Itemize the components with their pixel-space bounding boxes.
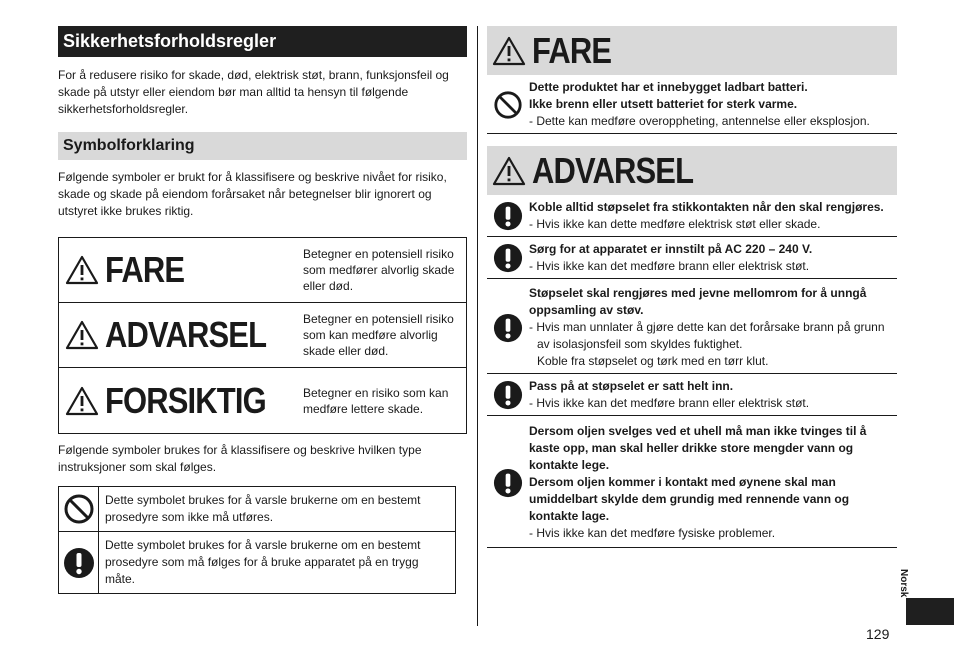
warning-triangle-icon bbox=[65, 255, 99, 285]
warning-statement: Støpselet skal rengjøres med jevne mellomrom for å unngå oppsamling av støv. bbox=[529, 286, 867, 317]
language-tab-marker bbox=[906, 598, 954, 625]
mandatory-icon bbox=[493, 380, 523, 410]
symbol-row bbox=[59, 532, 455, 593]
warning-statement: Sørg for at apparatet er innstilt på AC 220 – 240 V. bbox=[529, 242, 813, 256]
warning-triangle-icon bbox=[492, 156, 526, 186]
symbol-row bbox=[59, 487, 455, 532]
signal-row-advarsel bbox=[59, 303, 466, 368]
warning-note: - Hvis ikke kan dette medføre elektrisk støt eller skade. bbox=[529, 217, 821, 231]
subsection-intro: Følgende symboler er brukt for å klassifisere og beskrive nivået for risiko, skade og skade på eiendom forårsaket når betegnelser blir ignorert og utstyret ikke brukes riktig. bbox=[58, 170, 447, 218]
signal-description: Betegner en potensiell risiko som kan medføre alvorlig skade eller død. bbox=[303, 312, 454, 358]
advarsel-heading: ADVARSEL bbox=[532, 149, 694, 191]
warning-note: Koble fra støpselet og tørk med en tørr klut. bbox=[537, 354, 769, 368]
advarsel-heading-band bbox=[487, 146, 897, 195]
column-divider bbox=[477, 26, 478, 626]
page-number: 129 bbox=[866, 626, 890, 642]
warning-note: - Hvis man unnlater å gjøre dette kan det forårsake brann på grunn av isolasjonsfeil som skyldes fuktighet. bbox=[529, 320, 885, 351]
warning-item bbox=[487, 195, 897, 237]
symbols-intro: Følgende symboler brukes for å klassifisere og beskrive hvilken type instruksjoner som skal følges. bbox=[58, 443, 422, 474]
left-column bbox=[58, 26, 467, 594]
warning-triangle-icon bbox=[492, 36, 526, 66]
intro-paragraph: For å redusere risiko for skade, død, elektrisk støt, brann, funksjonsfeil og skade på utstyr eller eiendom bør man alltid ta hensyn til følgende sikkerhetsforholdsregler. bbox=[58, 68, 449, 116]
warning-triangle-icon bbox=[65, 320, 99, 350]
fare-statement: Ikke brenn eller utsett batteriet for sterk varme. bbox=[529, 97, 798, 111]
language-label: Norsk bbox=[898, 569, 909, 598]
mandatory-icon bbox=[493, 468, 523, 498]
symbol-description: Dette symbolet brukes for å varsle brukerne om en bestemt prosedyre som ikke må utføres. bbox=[105, 493, 421, 524]
prohibition-icon bbox=[493, 90, 523, 120]
signal-word-table bbox=[58, 237, 467, 434]
mandatory-icon bbox=[493, 243, 523, 273]
warning-item bbox=[487, 279, 897, 374]
symbol-table bbox=[58, 486, 456, 594]
warning-item bbox=[487, 237, 897, 279]
signal-word: ADVARSEL bbox=[105, 314, 267, 355]
subsection-title: Symbolforklaring bbox=[58, 132, 467, 160]
mandatory-icon bbox=[63, 547, 95, 579]
mandatory-icon bbox=[493, 201, 523, 231]
signal-row-fare bbox=[59, 238, 466, 303]
fare-note: - Dette kan medføre overoppheting, antennelse eller eksplosjon. bbox=[529, 114, 870, 128]
mandatory-icon bbox=[493, 313, 523, 343]
signal-description: Betegner en potensiell risiko som medfører alvorlig skade eller død. bbox=[303, 247, 455, 293]
prohibition-icon bbox=[63, 493, 95, 525]
fare-heading-band bbox=[487, 26, 897, 75]
symbol-description: Dette symbolet brukes for å varsle brukerne om en bestemt prosedyre som må følges for å bruke apparatet på en trygg måte. bbox=[105, 538, 421, 586]
signal-row-forsiktig bbox=[59, 368, 466, 433]
fare-statement: Dette produktet har et innebygget ladbart batteri. bbox=[529, 80, 808, 94]
warning-note: - Hvis ikke kan det medføre fysiske problemer. bbox=[529, 526, 776, 540]
section-title: Sikkerhetsforholdsregler bbox=[58, 26, 467, 57]
warning-item bbox=[487, 416, 897, 548]
fare-heading: FARE bbox=[532, 29, 612, 71]
warning-statement: Dersom oljen svelges ved et uhell må man ikke tvinges til å kaste opp, man skal heller drikke store mengder vann og kontakte lege. bbox=[529, 424, 867, 472]
warning-statement: Dersom oljen kommer i kontakt med øynene skal man umiddelbart skylde dem grundig med rennende vann og kontakte lage. bbox=[529, 475, 850, 523]
signal-word: FORSIKTIG bbox=[105, 379, 266, 421]
right-column bbox=[487, 26, 897, 548]
signal-description: Betegner en risiko som kan medføre lettere skade. bbox=[303, 385, 449, 416]
warning-note: - Hvis ikke kan det medføre brann eller elektrisk støt. bbox=[529, 259, 810, 273]
signal-word: FARE bbox=[105, 249, 185, 290]
fare-item bbox=[487, 75, 897, 134]
warning-item bbox=[487, 374, 897, 416]
warning-triangle-icon bbox=[65, 386, 99, 416]
warning-statement: Koble alltid støpselet fra stikkontakten når den skal rengjøres. bbox=[529, 200, 884, 214]
warning-note: - Hvis ikke kan det medføre brann eller elektrisk støt. bbox=[529, 396, 810, 410]
warning-statement: Pass på at støpselet er satt helt inn. bbox=[529, 379, 734, 393]
